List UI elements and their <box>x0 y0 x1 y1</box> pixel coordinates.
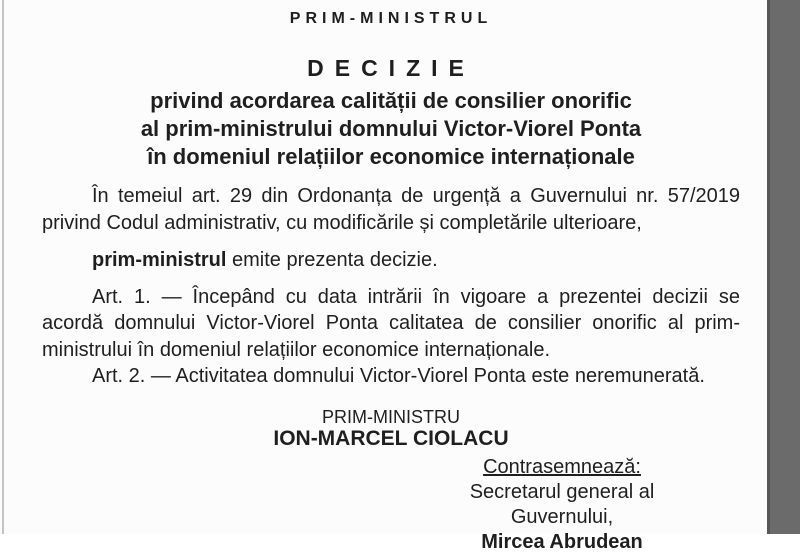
subtitle-line-1: privind acordarea calității de consilier onorific <box>150 88 632 113</box>
article-2-paragraph: Art. 2. — Activitatea domnului Victor-Viorel Ponta este neremunerată. <box>92 365 705 387</box>
preamble-paragraph: În temeiul art. 29 din Ordonanța de urgență a Guvernului nr. 57/2019 privind Codul administrativ, cu modificările și completările ulterioare, <box>42 185 740 234</box>
countersign-name: Mircea Abrudean <box>481 530 643 553</box>
signature-block <box>42 407 740 451</box>
document-subtitle <box>42 87 740 171</box>
document-title: DECIZIE <box>307 55 475 81</box>
countersign-block <box>417 455 707 555</box>
countersign-role: Secretarul general al Guvernului, <box>469 480 655 528</box>
subtitle-line-2: al prim-ministrului domnului Victor-Viorel Ponta <box>140 116 642 141</box>
enacting-clause-rest: emite prezenta decizie. <box>226 249 438 271</box>
signature-name: ION-MARCEL CIOLACU <box>273 426 509 450</box>
document-content <box>42 0 740 555</box>
subtitle-line-3: în domeniul relațiilor economice internaționale <box>147 144 635 169</box>
page-left-edge-line <box>2 0 4 534</box>
countersign-heading: Contrasemnează: <box>483 455 641 478</box>
document-issuer-heading: PRIM-MINISTRUL <box>289 10 493 27</box>
signature-role: PRIM-MINISTRU <box>322 406 460 427</box>
right-gray-bar <box>767 0 800 534</box>
enacting-clause <box>42 247 740 274</box>
enacting-clause-lead: prim-ministrul <box>92 249 227 271</box>
article-1-paragraph: Art. 1. — Începând cu data intrării în vigoare a prezentei decizii se acordă domnului Victor-Viorel Ponta calitatea de consilier onorific al prim-ministrului în domeniul relațiilor economice internaționale. <box>42 285 740 361</box>
